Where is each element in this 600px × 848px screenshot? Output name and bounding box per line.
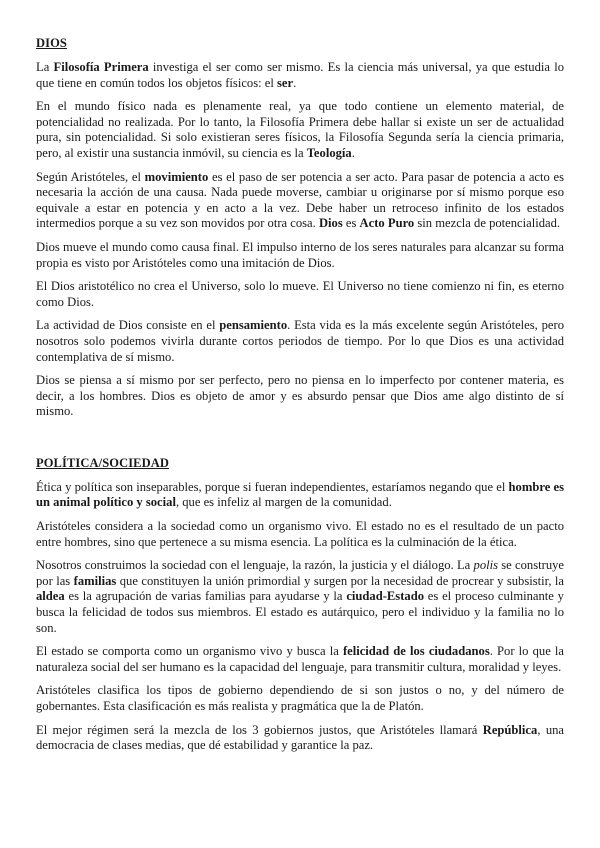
paragraph-dios-se-piensa: Dios se piensa a sí mismo por ser perfecto, pero no piensa en lo imperfecto por contener materia, es decir, a los hombres. Dios es objeto de amor y es absurdo pensar que Dios ame algo distinto de sí mismo. — [36, 373, 564, 419]
paragraph-felicidad-ciudadanos: El estado se comporta como un organismo vivo y busca la felicidad de los ciudadanos. Por lo que la naturaleza social del ser humano es la capacidad del lenguaje, para transmitir cultura, moralidad y leyes. — [36, 644, 565, 674]
paragraph-republica: El mejor régimen será la mezcla de los 3 gobiernos justos, que Aristóteles llamará República, una democracia de clases medias, que dé estabilidad y garantice la paz. — [36, 722, 564, 753]
paragraph-universo-eterno: El Dios aristotélico no crea el Universo, solo lo mueve. El Universo no tiene comienzo ni fin, es eterno como Dios. — [36, 279, 564, 309]
paragraph-etica-politica: Ética y política son inseparables, porque si fueran independientes, estaríamos negando que el hombre es un animal político y social, que es infeliz al margen de la comunidad. — [36, 479, 564, 510]
section-title-dios: DIOS — [36, 36, 67, 50]
paragraph-tipos-gobierno: Aristóteles clasifica los tipos de gobierno dependiendo de si son justos o no, y del número de gobernantes. Esta clasificación es más realista y pragmática que la de Platón. — [36, 683, 564, 713]
paragraph-organismo-vivo: Aristóteles considera a la sociedad como un organismo vivo. El estado no es el resultado de un pacto entre hombres, sino que pertenece a su misma esencia. La política es la culminación de la ética. — [36, 519, 564, 549]
section-title-politica: POLÍTICA/SOCIEDAD — [36, 455, 169, 470]
paragraph-construccion-sociedad: Nosotros construimos la sociedad con el lenguaje, la razón, la justicia y el diálogo. La polis se construye por las familias que constituyen la unión primordial y surgen por la necesidad de procrear y subsistir, la aldea es la agrupación de varias familias para ayudarse y la ciudad-Estado es el proceso culminante y busca la felicidad de todos sus miembros. El estado es autárquico, pero el individuo y la familia no lo son. — [36, 558, 564, 635]
paragraph-causa-final: Dios mueve el mundo como causa final. El impulso interno de los seres naturales para alcanzar su forma propia es visto por Aristóteles como una imitación de Dios. — [36, 239, 564, 270]
paragraph-mundo-fisico: En el mundo físico nada es plenamente real, ya que todo contiene un elemento material, de potencialidad no realizada. Por lo tanto, la Filosofía Primera debe hallar si existe un ser de actualidad pura, sin potencialidad. Si solo existieran seres físicos, la Filosofía Segunda sería la ciencia primaria, pero, al existir una sustancia inmóvil, su ciencia es la Teología. — [36, 99, 564, 160]
paragraph-pensamiento: La actividad de Dios consiste en el pensamiento. Esta vida es la más excelente según Aristóteles, pero nosotros solo podemos vivirla durante cortos periodos de tiempo. Por lo que Dios es una actividad contemplativa de sí mismo. — [36, 318, 564, 364]
paragraph-filosofia-primera: La Filosofía Primera investiga el ser como ser mismo. Es la ciencia más universal, ya que estudia lo que tiene en común todos los objetos físicos: el ser. — [36, 60, 564, 90]
section-spacer — [36, 428, 564, 456]
paragraph-movimiento: Según Aristóteles, el movimiento es el paso de ser potencia a ser acto. Para pasar de potencia a acto es necesaria la acción de una causa. Nada puede moverse, cambiar u originarse por sí mismo porque eso equivale a estar en potencia y en acto a la vez. Debe haber un retroceso infinito de los estados intermedios porque a su vez son movidos por otra cosa. Dios es Acto Puro sin mezcla de potencialidad. — [36, 169, 564, 231]
